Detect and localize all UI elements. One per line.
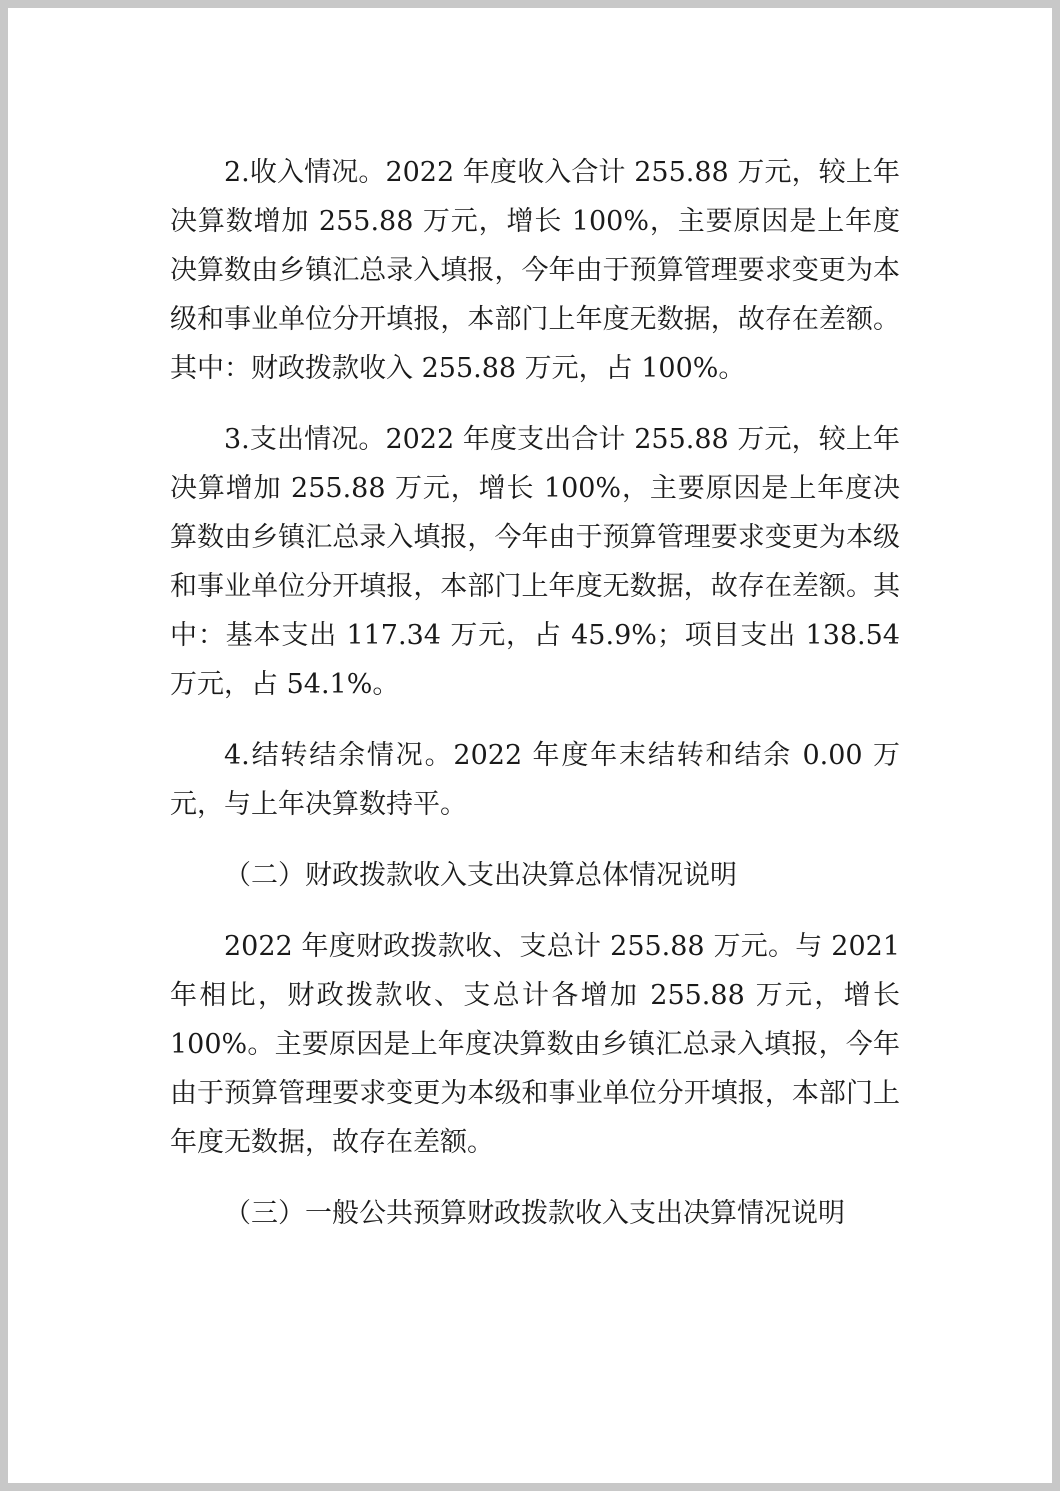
section-heading-2: （二）财政拨款收入支出决算总体情况说明 [224,860,737,891]
paragraph-carryover: 4.结转结余情况。2022 年度年末结转和结余 0.00 万元，与上年决算数持平。 [170,740,900,820]
document-body [170,148,900,1238]
paragraph-expenditure: 3.支出情况。2022 年度支出合计 255.88 万元，较上年决算增加 255.88 万元，增长 100%，主要原因是上年度决算数由乡镇汇总录入填报，今年由于预算管理要求变更为本级和事业单位分开填报，本部门上年度无数据，故存在差额。其中：基本支出 117.34 万元，占 45.9%；项目支出 138.54 万元，占 54.1%。 [170,424,900,700]
paragraph-fiscal-total: 2022 年度财政拨款收、支总计 255.88 万元。与 2021 年相比，财政拨款收、支总计各增加 255.88 万元，增长 100%。主要原因是上年度决算数由乡镇汇总录入填报，今年由于预算管理要求变更为本级和事业单位分开填报，本部门上年度无数据，故存在差额。 [170,931,900,1158]
paragraph-gap [170,829,900,851]
document-page [8,8,1052,1483]
section-heading-3: （三）一般公共预算财政拨款收入支出决算情况说明 [224,1198,845,1229]
paragraph-gap [170,709,900,731]
paragraph-gap [170,900,900,922]
paragraph-gap [170,393,900,415]
paragraph-gap [170,1167,900,1189]
paragraph-income: 2.收入情况。2022 年度收入合计 255.88 万元，较上年决算数增加 255.88 万元，增长 100%，主要原因是上年度决算数由乡镇汇总录入填报，今年由于预算管理要求变更为本级和事业单位分开填报，本部门上年度无数据，故存在差额。其中：财政拨款收入 255.88 万元，占 100%。 [170,157,900,384]
